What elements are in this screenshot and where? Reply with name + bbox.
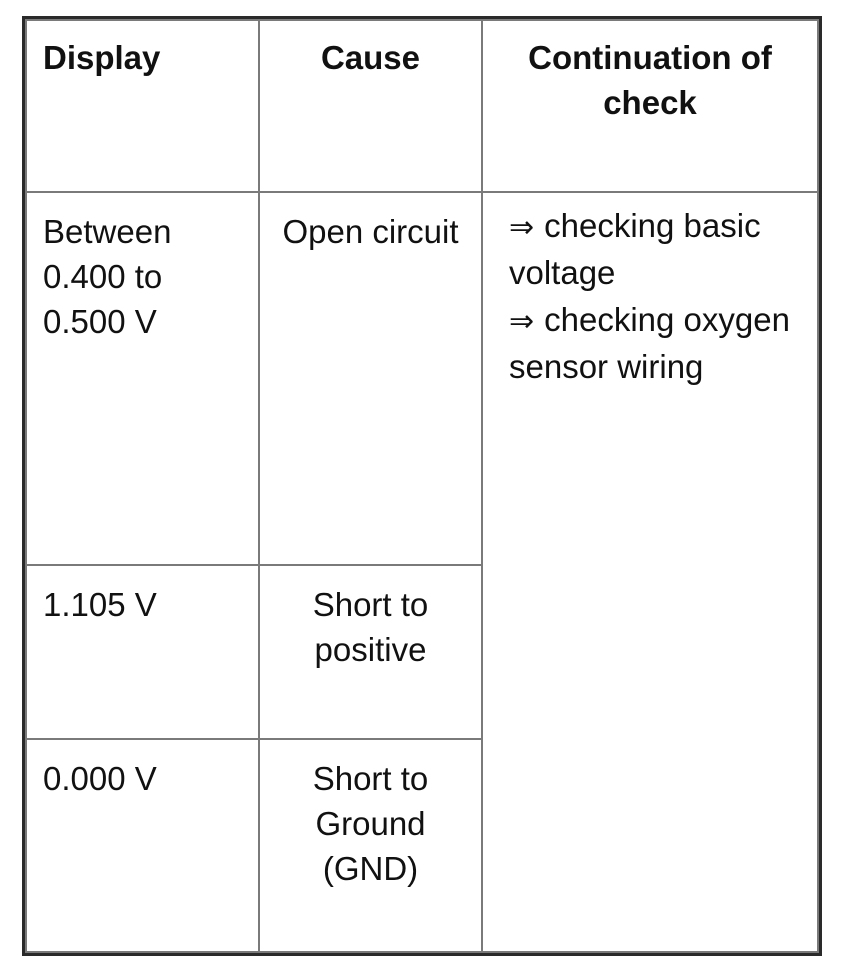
cause-cell	[259, 739, 482, 952]
header-display: Display	[26, 20, 259, 192]
display-value: 1.105 V	[43, 586, 157, 623]
header-continuation: Continuation of check	[482, 20, 818, 192]
table-row	[26, 192, 818, 565]
header-cause: Cause	[259, 20, 482, 192]
diagnostic-table	[25, 19, 819, 953]
cause-value: Short to positive	[312, 586, 429, 668]
cause-cell	[259, 192, 482, 565]
continuation-cell	[482, 192, 818, 952]
cause-value: Short to Ground (GND)	[312, 760, 429, 887]
continuation-text: checking basic voltage	[509, 207, 761, 291]
double-arrow-right-icon: ⇒	[509, 305, 535, 338]
double-arrow-right-icon: ⇒	[509, 211, 535, 244]
cause-value: Open circuit	[282, 213, 459, 250]
header-row	[26, 20, 818, 192]
display-value: Between 0.400 to 0.500 V	[43, 213, 172, 340]
display-value: 0.000 V	[43, 760, 157, 797]
display-cell	[26, 565, 259, 739]
continuation-item	[509, 203, 811, 295]
continuation-text: checking oxygen sensor wiring	[509, 301, 790, 385]
display-cell	[26, 192, 259, 565]
display-cell	[26, 739, 259, 952]
cause-cell	[259, 565, 482, 739]
continuation-item	[483, 297, 811, 389]
diagnostic-table-container	[22, 16, 822, 956]
